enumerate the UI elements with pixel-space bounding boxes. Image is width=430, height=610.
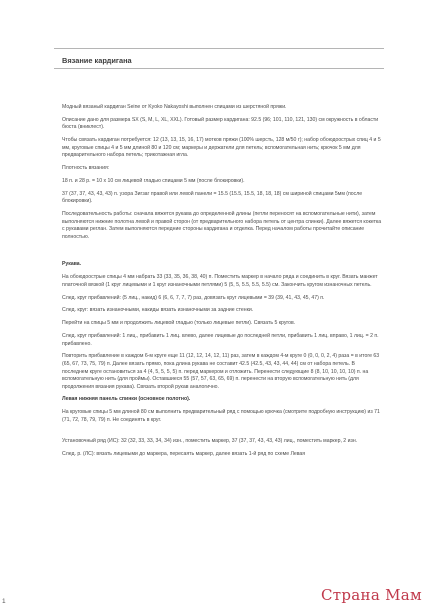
section-heading-sleeves: Рукава.: [62, 261, 82, 268]
header-rule-top: [54, 48, 384, 49]
sleeves-paragraph: Перейти на спицы 5 мм и продолжить лицевой гладью (только лицевые петли). Связать 5 кругов.: [62, 320, 296, 327]
sequence-paragraph: Последовательность работы: сначала вяжется рукава до определенной длины (петли переносят на вспомогательные нити), затем выполняются нижние полотна левой и правой сторон (от предварительного набора петель от центра спинки). Далее вяжется кокетка с рукавами реглан. Затем выполняются передние стороны кардигана и отделка. Перед началом работы прочитайте описание полностью.: [62, 211, 382, 240]
page-title: Вязание кардигана: [62, 56, 132, 65]
section-heading-lower-back: Левая нижняя панель спинки (основное полотно).: [62, 396, 191, 403]
gauge-zigzag: 37 (37, 37, 43, 43, 43) п. узора Зигзаг правой или левой панели = 15.5 (15.5, 15.5, 18, 18, 18) см шириной спицами 5мм (после блокировки).: [62, 190, 363, 205]
materials-paragraph: Чтобы связать кардиган потребуется: 12 (13, 13, 15, 16, 17) мотков пряжи (100% шерсть, 128 м/50 г); набор обоюдоострых спиц 4 и 5 мм, круговые спицы 4 и 5 мм длиной 80 и 120 см; маркеры и держатели для петель; вспомогательная нить; крючок 5 мм для предварительного набора петель; трикотажная игла.: [62, 137, 381, 159]
sleeves-paragraph: Повторить прибавление в каждом 6-м круге еще 11 (12, 12, 14, 12, 11) раз, затем в каждом 4-м круге 0 (0, 0, 0, 2, 4) раза = в итоге 63 (65, 67, 73, 75, 79) п. Далее вязать прямо, пока длина рукава не составит 42.5 (42.5, 43, 43, 44, 44) см от набора петель. В последнем круге остановиться за 4 (4, 5, 5, 5, 5) п. перед маркером и отложить. Перенести следующие 8 (8, 10, 10, 10, 10) п. на вспомогательную нить (для проймы). Оставшиеся 55 (57, 57, 63, 65, 69) п. перенести на вторую вспомогательную нить (для продолжения вязания рукава). Связать второй рукав аналогично.: [62, 353, 380, 390]
sleeves-paragraph: След. круг прибавлений: (5 лиц., накид) 6 (6, 6, 7, 7, 7) раз, довязать круг лицевыми = 39 (39, 41, 43, 45, 47) п.: [62, 294, 325, 301]
sleeves-paragraph: След. круг: вязать изнаночными, накиды вязать изнаночными за задние стенки.: [62, 307, 254, 314]
gauge-label: Плотность вязания:: [62, 165, 110, 172]
lower-back-paragraph: Установочный ряд (ИС): 32 (32, 33, 33, 34, 34) изн., поместить маркер, 37 (37, 37, 43, 43, 43) лиц., поместить маркер, 2 изн.: [62, 438, 358, 445]
lower-back-paragraph: На круговые спицы 5 мм длиной 80 см выполнить предварительный ряд с помощью крючка (смотрите подробную инструкцию) из 71 (71, 72, 78, 79, 79) п. Не соединять в круг.: [62, 409, 380, 423]
sleeves-paragraph: След. круг прибавлений: 1 лиц., прибавить 1 лиц. влево, далее лицевые до последней петли, прибавить 1 лиц. вправо, 1 лиц. = 2 п. прибавлено.: [62, 332, 379, 347]
header-rule-bottom: [54, 68, 384, 69]
page-number: 1: [2, 598, 6, 605]
size-paragraph: Описание дано для размера SX (S, M, L, XL, XXL). Готовый размер кардигана: 92.5 (96; 101, 110, 121, 130) см окружность в области бюста (вниклест).: [62, 116, 379, 131]
lower-back-paragraph: След. р. (ЛС): вязать лицевыми до маркера, пересаять маркер, далее вязать 1-й ряд по схеме Левая: [62, 451, 306, 458]
site-watermark: Страна Мам: [321, 586, 422, 604]
sleeves-paragraph: На обоюдоострые спицы 4 мм набрать 33 (33, 35, 36, 38, 40) п. Поместить маркер в начало ряда и соединить в круг. Вязать манжет платочной вязкой (1 круг лицевыми и 1 круг изнаночными петлями) 5 (5, 5, 5.5, 5.5, 5.5) см. Закончить кругом изнаночных петель.: [62, 274, 378, 288]
intro-paragraph: Модный вязаный кардиган Seine от Kyoko Nakayoshi выполнен спицами из шерстяной пряжи.: [62, 104, 287, 110]
article-body: [62, 104, 382, 464]
gauge-stockinette: 18 п. и 28 р. = 10 х 10 см лицевой гладью спицами 5 мм (после блокировки).: [62, 177, 245, 184]
